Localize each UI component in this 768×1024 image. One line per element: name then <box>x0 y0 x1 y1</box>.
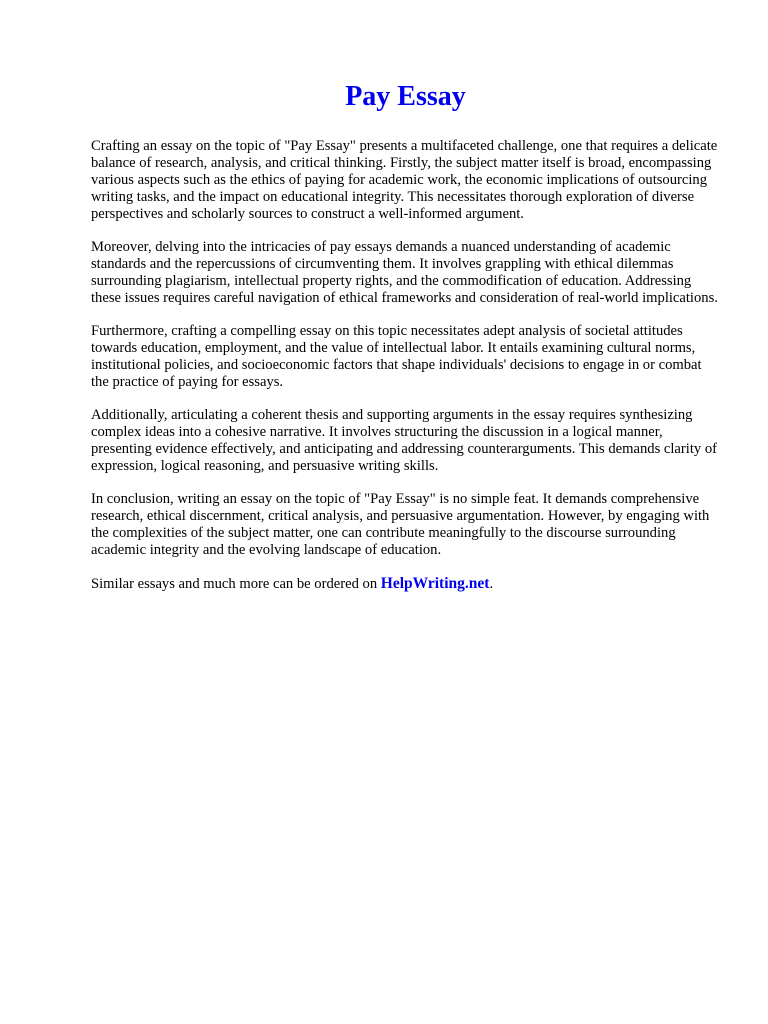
closing-line <box>91 575 720 593</box>
helpwriting-link[interactable]: HelpWriting.net <box>380 574 490 592</box>
closing-text: Similar essays and much more can be ordered on <box>91 575 378 592</box>
paragraph-1: Crafting an essay on the topic of "Pay Essay" presents a multifaceted challenge, one that requires a delicate balance of research, analysis, and critical thinking. Firstly, the subject matter itself is broad, encompassing various aspects such as the ethics of paying for academic work, the economic implications of outsourcing writing tasks, and the impact on educational integrity. This necessitates thorough exploration of diverse perspectives and scholarly sources to construct a well-informed argument. <box>91 137 718 222</box>
paragraph-4: Additionally, articulating a coherent thesis and supporting arguments in the essay requires synthesizing complex ideas into a cohesive narrative. It involves structuring the discussion in a logical manner, presenting evidence effectively, and anticipating and addressing counterarguments. This demands clarity of expression, logical reasoning, and persuasive writing skills. <box>91 406 717 474</box>
paragraph-2: Moreover, delving into the intricacies of pay essays demands a nuanced understanding of academic standards and the repercussions of circumventing them. It involves grappling with ethical dilemmas surrounding plagiarism, intellectual property rights, and the commodification of education. Addressing these issues requires careful navigation of ethical frameworks and consideration of real-world implications. <box>91 238 718 306</box>
paragraph-3: Furthermore, crafting a compelling essay on this topic necessitates adept analysis of societal attitudes towards education, employment, and the value of intellectual labor. It entails examining cultural norms, institutional policies, and socioeconomic factors that shape individuals' decisions to engage in or combat the practice of paying for essays. <box>91 322 702 390</box>
closing-suffix: . <box>489 575 494 592</box>
page-title: Pay Essay <box>345 81 466 112</box>
paragraph-5: In conclusion, writing an essay on the topic of "Pay Essay" is no simple feat. It demands comprehensive research, ethical discernment, critical analysis, and persuasive argumentation. However, by engaging with the complexities of the subject matter, one can contribute meaningfully to the discourse surrounding academic integrity and the evolving landscape of education. <box>91 490 710 558</box>
